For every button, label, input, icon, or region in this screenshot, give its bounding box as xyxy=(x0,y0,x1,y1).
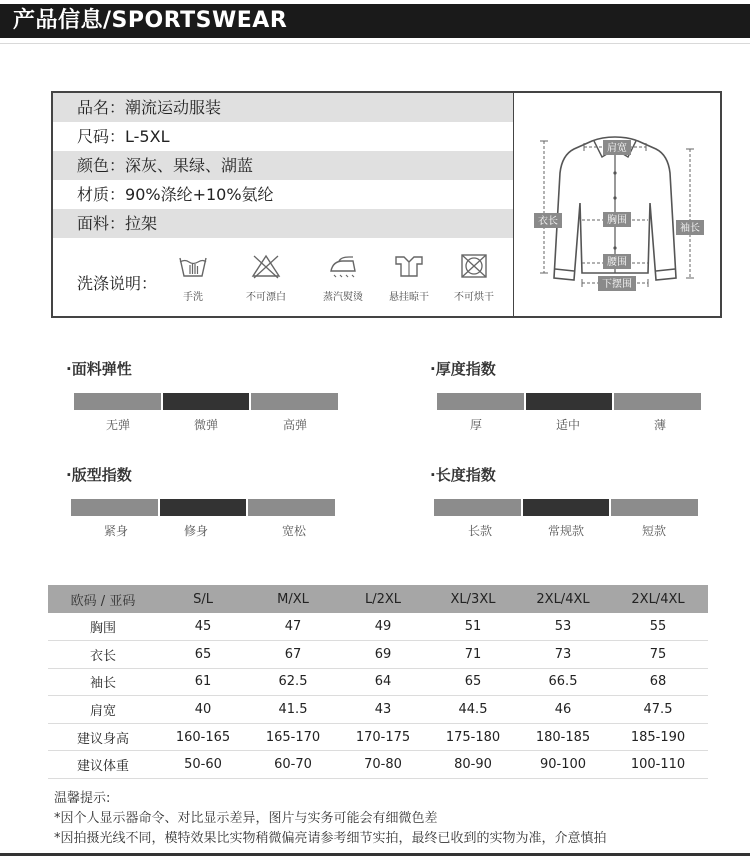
wash-title: 洗涤说明： xyxy=(77,274,158,293)
tips-title: 温馨提示: xyxy=(54,791,111,806)
size-table xyxy=(48,585,708,779)
size-table-header-cell: M/XL xyxy=(248,585,338,613)
hang-dry-icon xyxy=(393,253,425,279)
table-cell: 40 xyxy=(158,696,248,724)
info-value: 90%涤纶+10%氨纶 xyxy=(125,185,274,204)
table-cell: 53 xyxy=(518,613,608,641)
table-row xyxy=(48,641,708,669)
garment-diagram xyxy=(514,93,720,316)
metric-option-label: 薄 xyxy=(653,418,666,432)
table-cell: 67 xyxy=(248,641,338,669)
wash-label: 不可烘干 xyxy=(454,292,494,303)
table-row xyxy=(48,723,708,751)
table-cell: 175-180 xyxy=(428,723,518,751)
tips-line-1: *因个人显示器命令、对比显示差异，图片与实务可能会有细微色差 xyxy=(54,811,438,826)
sleeve-tag-text: 袖长 xyxy=(680,223,700,234)
metric-elasticity-bar-2 xyxy=(251,393,338,410)
metric-length-title: ·长度指数 xyxy=(430,466,496,484)
metric-option-label: 短款 xyxy=(641,524,666,538)
metric-option-label: 常规款 xyxy=(547,524,584,538)
metric-elasticity-bar-1-selected xyxy=(163,393,249,410)
table-cell: 43 xyxy=(338,696,428,724)
length-tag-text: 衣长 xyxy=(538,216,558,227)
table-cell: 50-60 xyxy=(158,751,248,779)
table-cell: 衣长 xyxy=(48,641,158,669)
table-cell: 70-80 xyxy=(338,751,428,779)
table-cell: 170-175 xyxy=(338,723,428,751)
table-cell: 55 xyxy=(608,613,708,641)
table-cell: 60-70 xyxy=(248,751,338,779)
table-cell: 180-185 xyxy=(518,723,608,751)
wash-item-no-tumble-dry xyxy=(441,253,507,303)
table-row xyxy=(48,668,708,696)
metric-option-label: 高弹 xyxy=(282,418,307,432)
no-bleach-icon xyxy=(250,253,282,279)
header-divider xyxy=(0,43,750,44)
table-cell: 44.5 xyxy=(428,696,518,724)
info-value: 拉架 xyxy=(125,214,158,233)
table-cell: 45 xyxy=(158,613,248,641)
wash-item-no-bleach xyxy=(233,253,299,303)
metric-option-label: 适中 xyxy=(555,418,580,432)
info-label: 尺码： xyxy=(77,127,126,146)
table-cell: 61 xyxy=(158,668,248,696)
info-row-material xyxy=(53,180,513,209)
table-cell: 建议体重 xyxy=(48,751,158,779)
jacket-illustration xyxy=(514,93,720,316)
steam-iron-icon xyxy=(327,253,359,279)
metric-length-bar-0 xyxy=(434,499,521,516)
size-table-header-cell: 欧码 / 亚码 xyxy=(48,585,158,613)
table-row xyxy=(48,696,708,724)
table-cell: 49 xyxy=(338,613,428,641)
size-table-header-cell: XL/3XL xyxy=(428,585,518,613)
metric-thickness-bar-2 xyxy=(614,393,701,410)
table-cell: 66.5 xyxy=(518,668,608,696)
table-cell: 69 xyxy=(338,641,428,669)
size-table-header-cell: S/L xyxy=(158,585,248,613)
section-header xyxy=(0,4,750,38)
info-value: 深灰、果绿、湖蓝 xyxy=(125,156,254,175)
metric-option-label: 宽松 xyxy=(281,524,306,538)
table-cell: 62.5 xyxy=(248,668,338,696)
table-cell: 160-165 xyxy=(158,723,248,751)
metric-fit-bar-2 xyxy=(248,499,335,516)
metric-fit-bar-1-selected xyxy=(160,499,246,516)
table-cell: 胸围 xyxy=(48,613,158,641)
table-cell: 100-110 xyxy=(608,751,708,779)
size-table-header-cell: 2XL/4XL xyxy=(608,585,708,613)
table-cell: 73 xyxy=(518,641,608,669)
hand-wash-icon xyxy=(177,253,209,279)
wash-label: 不可漂白 xyxy=(246,292,286,303)
wash-item-steam-iron xyxy=(310,253,376,303)
table-cell: 肩宽 xyxy=(48,696,158,724)
metric-length-bar-2 xyxy=(611,499,698,516)
product-info-box xyxy=(51,91,722,318)
table-cell: 185-190 xyxy=(608,723,708,751)
metric-option-label: 紧身 xyxy=(103,524,128,538)
table-cell: 71 xyxy=(428,641,518,669)
size-table-header-cell: L/2XL xyxy=(338,585,428,613)
table-cell: 90-100 xyxy=(518,751,608,779)
table-cell: 165-170 xyxy=(248,723,338,751)
wash-label: 手洗 xyxy=(183,292,203,303)
info-value: L-5XL xyxy=(125,127,170,146)
metric-length-bar-1-selected xyxy=(523,499,609,516)
metric-elasticity-title: ·面料弹性 xyxy=(66,360,132,378)
metric-option-label: 厚 xyxy=(469,418,482,432)
info-label: 颜色： xyxy=(77,156,126,175)
info-row-color xyxy=(53,151,513,180)
tips-line-2: *因拍摄光线不同，模特效果比实物稍微偏亮请参考细节实拍，最终已收到的实物为准，介意慎拍 xyxy=(54,831,607,846)
wash-item-hang-dry xyxy=(376,253,442,303)
metric-thickness-bar-1-selected xyxy=(526,393,612,410)
wash-item-hand-wash xyxy=(160,253,226,303)
chest-tag-text: 胸围 xyxy=(607,215,627,226)
wash-label: 蒸汽熨烫 xyxy=(323,292,363,303)
table-cell: 51 xyxy=(428,613,518,641)
metric-option-label: 长款 xyxy=(467,524,492,538)
table-cell: 64 xyxy=(338,668,428,696)
table-cell: 75 xyxy=(608,641,708,669)
waist-tag-text: 腰围 xyxy=(607,257,627,268)
product-info-list xyxy=(53,93,513,316)
info-label: 品名： xyxy=(77,98,126,117)
metric-fit-bar-0 xyxy=(71,499,158,516)
metric-option-label: 微弹 xyxy=(193,418,218,432)
info-label: 面料： xyxy=(77,214,126,233)
shoulder-tag-text: 肩宽 xyxy=(607,143,627,154)
metric-thickness-bar-0 xyxy=(437,393,524,410)
metric-elasticity-bar-0 xyxy=(74,393,161,410)
table-cell: 47.5 xyxy=(608,696,708,724)
table-cell: 袖长 xyxy=(48,668,158,696)
table-cell: 46 xyxy=(518,696,608,724)
table-row xyxy=(48,613,708,641)
table-row xyxy=(48,751,708,779)
metric-thickness-title: ·厚度指数 xyxy=(430,360,496,378)
info-row-size xyxy=(53,122,513,151)
metric-fit-title: ·版型指数 xyxy=(66,466,132,484)
table-cell: 80-90 xyxy=(428,751,518,779)
metric-option-label: 无弹 xyxy=(105,418,130,432)
info-row-fabric xyxy=(53,209,513,238)
size-table-header-cell: 2XL/4XL xyxy=(518,585,608,613)
table-cell: 47 xyxy=(248,613,338,641)
size-table-header xyxy=(48,585,708,613)
table-cell: 41.5 xyxy=(248,696,338,724)
info-value: 潮流运动服装 xyxy=(125,98,222,117)
table-cell: 65 xyxy=(158,641,248,669)
no-tumble-dry-icon xyxy=(458,253,490,279)
table-cell: 65 xyxy=(428,668,518,696)
hem-tag-text: 下摆围 xyxy=(602,279,632,290)
info-label: 材质： xyxy=(77,185,126,204)
section-title: 产品信息/SPORTSWEAR xyxy=(13,8,288,33)
info-row-name xyxy=(53,93,513,122)
metric-option-label: 修身 xyxy=(183,524,208,538)
wash-label: 悬挂晾干 xyxy=(389,292,429,303)
table-cell: 68 xyxy=(608,668,708,696)
table-cell: 建议身高 xyxy=(48,723,158,751)
